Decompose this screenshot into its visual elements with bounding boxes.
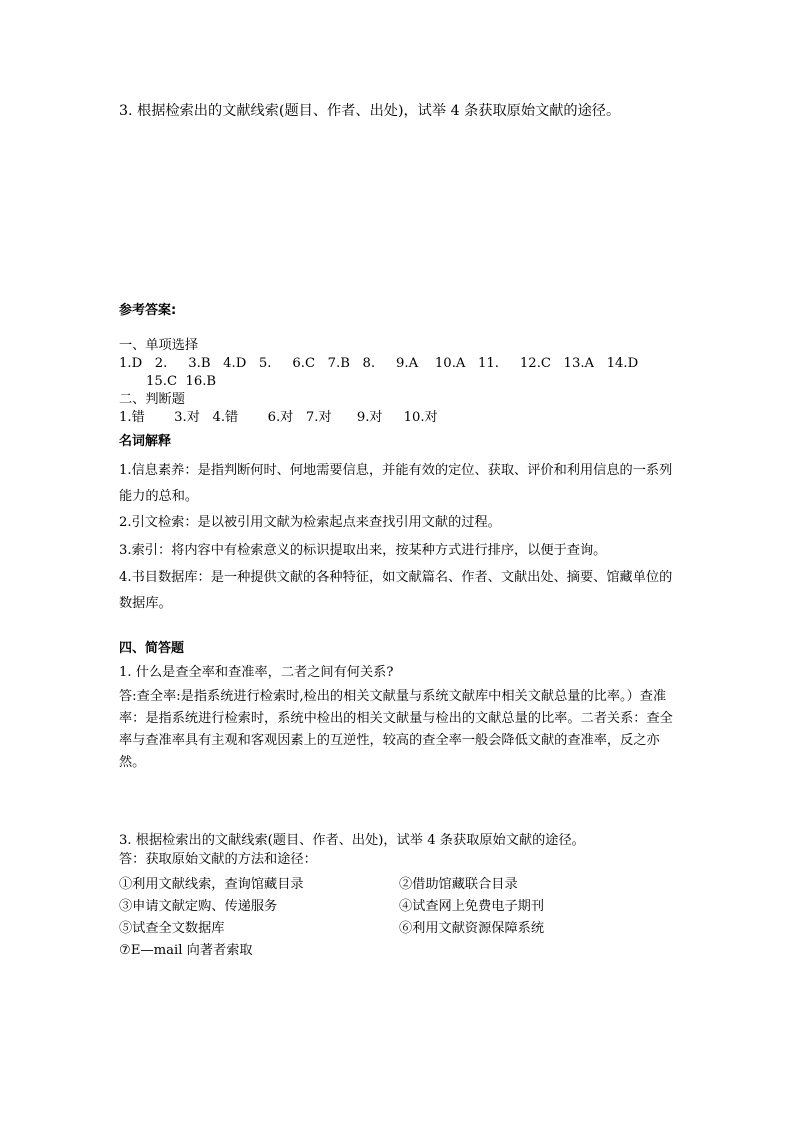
method-item: ②借助馆藏联合目录 [399,877,518,892]
true-false-heading: 二、判断题 [119,392,185,407]
methods-list [119,874,679,962]
term-item-1: 1.信息素养：是指判断何时、何地需要信息，并能有效的定位、获取、评价和利用信息的一系列能力的总和。 [119,463,673,504]
method-item: ①利用文献线索，查询馆藏目录 [119,877,304,892]
question-3-top: 3. 根据检索出的文献线索(题目、作者、出处)，试举 4 条获取原始文献的途径。 [119,103,621,119]
methods-row [119,896,679,918]
methods-row [119,918,679,940]
short-answer-answer-3-intro: 答：获取原始文献的方法和途径： [119,852,317,867]
term-item-2: 2.引文检索：是以被引用文献为检索起点来查找引用文献的过程。 [119,515,501,530]
short-answer-heading: 四、简答题 [119,641,185,656]
methods-row [119,874,679,896]
short-answer-question-3: 3. 根据检索出的文献线索(题目、作者、出处)，试举 4 条获取原始文献的途径。 [119,833,585,848]
terms-heading: 名词解释 [119,434,172,449]
reference-answers-title: 参考答案: [119,303,177,318]
short-answer-answer-1: 答:查全率:是指系统进行检索时,检出的相关文献量与系统文献库中相关文献总量的比率。）查准率：是指系统进行检索时，系统中检出的相关文献量与检出的文献总量的比率。二者关系：查全率与查准率具有主观和客观因素上的互逆性，较高的查全率一般会降低文献的查准率，反之亦然。 [119,689,673,770]
methods-row [119,940,679,962]
single-choice-answers-line1: 1.D 2. 3.B 4.D 5. 6.C 7.B 8. 9.A 10.A 11. 12.C 13.A 14.D [119,356,639,371]
term-item-3: 3.索引：将内容中有检索意义的标识提取出来，按某种方式进行排序，以便于查询。 [119,543,607,558]
true-false-answers: 1.错 3.对 4.错 6.对 7.对 9.对 10.对 [119,410,438,425]
method-item: ⑤试查全文数据库 [119,921,225,936]
method-item: ③申请文献定购、传递服务 [119,899,278,914]
term-item-4: 4.书目数据库：是一种提供文献的各种特征，如文献篇名、作者、文献出处、摘要、馆藏单位的数据库。 [119,570,673,611]
method-item: ⑥利用文献资源保障系统 [399,921,545,936]
short-answer-question-1: 1. 什么是查全率和查准率，二者之间有何关系? [119,665,394,680]
single-choice-answers-line2: 15.C 16.B [146,374,217,389]
single-choice-heading: 一、单项选择 [119,338,199,353]
method-item: ④试查网上免费电子期刊 [399,899,545,914]
method-item: ⑦E—mail 向著者索取 [119,943,253,958]
